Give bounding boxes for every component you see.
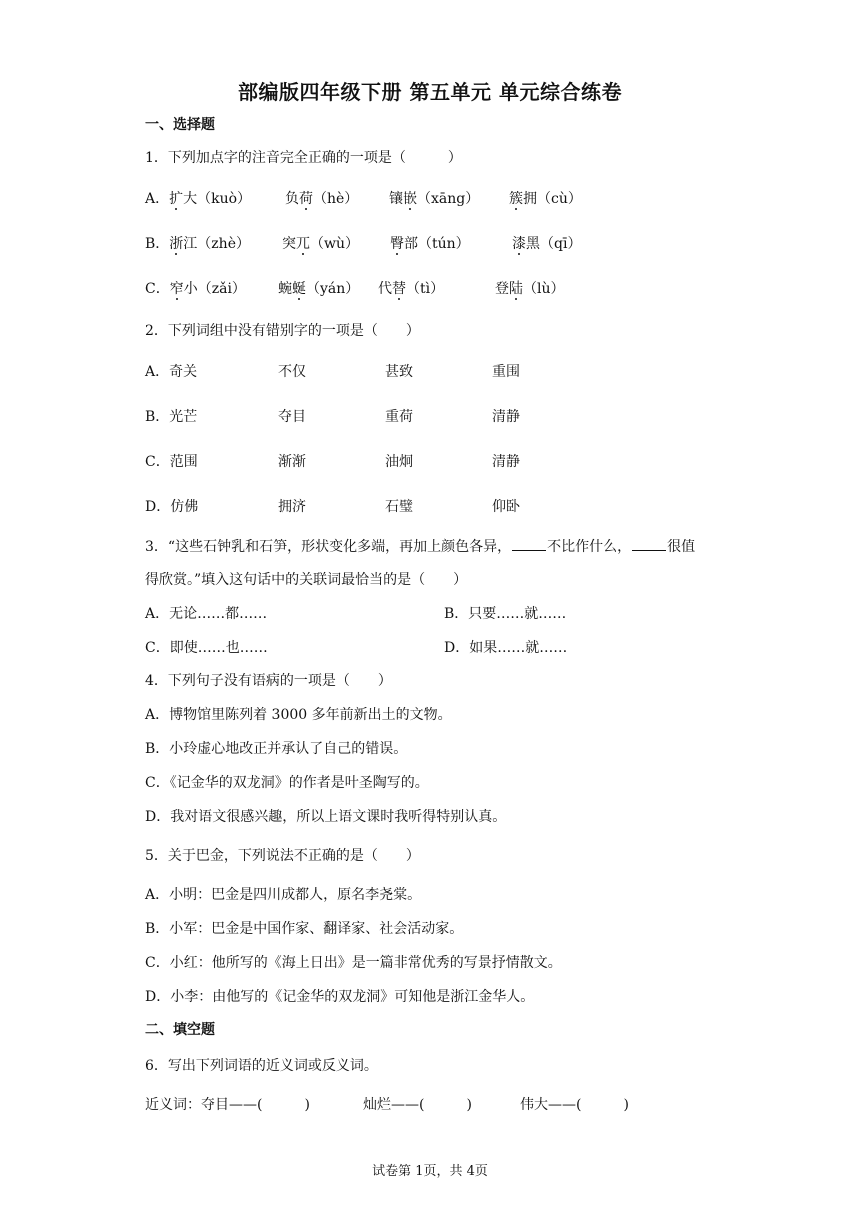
- exam-page: 部编版四年级下册 第五单元 单元综合练卷 一、选择题 1．下列加点字的注音完全正确的一项是（ ） A．扩大（kuò） 负荷（hè） 镶嵌（xāng） 簇拥（cù） B．浙江（zhè） 突兀（wù） 臀部（tún） 漆黑（qī） C．窄小（zǎi） 蜿蜒（yán） 代替（tì） 登陆（lù） 2．下列词组中没有错别字的一项是（ ） A．奇关 不仅 甚致 重围 B．光芒 夺目 重荷 清静 C．范围 渐渐 油炯 清静 D．仿佛 拥济 石璧 仰卧 3．“这些石钟乳和石笋，形状变化多端，再加上颜色各异， 不比作什么， 很值 得欣赏。”填入这句话中的关联词最恰当的是（ ） A．无论……都…… B．只要……就…… C．即使……也…… D．如果……就…… 4．下列句子没有语病的一项是（ ） A．博物馆里陈列着 3000 多年前新出土的文物。 B．小玲虚心地改正并承认了自己的错误。 C．《记金华的双龙洞》的作者是叶圣陶写的。 D．我对语文很感兴趣，所以上语文课时我听得特别认真。 5．关于巴金，下列说法不正确的是（ ） A．小明：巴金是四川成都人，原名李尧棠。 B．小军：巴金是中国作家、翻译家、社会活动家。 C．小红：他所写的《海上日出》是一篇非常优秀的写景抒情散文。 D．小李：由他写的《记金华的双龙洞》可知他是浙江金华人。 二、填空题 6．写出下列词语的近义词或反义词。 近义词：夺目——( ) 灿烂——( ) 伟大——( ) 试卷第 1页，共 4页: [0, 0, 860, 1216]
- question-3-stem-line1: 3．“这些石钟乳和石笋，形状变化多端，再加上颜色各异， 不比作什么， 很值: [145, 539, 696, 555]
- question-6-stem: 6．写出下列词语的近义词或反义词。: [145, 1058, 378, 1074]
- question-4-option-d: D．我对语文很感兴趣，所以上语文课时我听得特别认真。: [145, 809, 507, 825]
- synonym-item: 灿烂——( ): [363, 1097, 472, 1113]
- question-4-stem: 4．下列句子没有语病的一项是（ ）: [145, 673, 392, 689]
- question-3-stem-line2: 得欣赏。”填入这句话中的关联词最恰当的是（ ）: [145, 572, 468, 588]
- page-footer: 试卷第 1页，共 4页: [372, 1164, 488, 1179]
- fill-blank[interactable]: [512, 537, 546, 551]
- fill-blank[interactable]: [632, 537, 666, 551]
- question-4-option-c: C．《记金华的双龙洞》的作者是叶圣陶写的。: [145, 775, 429, 791]
- question-4-option-a: A．博物馆里陈列着 3000 多年前新出土的文物。: [145, 707, 452, 723]
- question-2-stem: 2．下列词组中没有错别字的一项是（ ）: [145, 323, 420, 339]
- section-heading-fill: 二、填空题: [145, 1022, 215, 1038]
- question-5-option-a: A．小明：巴金是四川成都人，原名李尧棠。: [145, 887, 422, 903]
- question-5-option-c: C．小红：他所写的《海上日出》是一篇非常优秀的写景抒情散文。: [145, 955, 562, 971]
- synonym-item: 近义词：夺目——( ): [145, 1097, 310, 1113]
- question-4-option-b: B．小玲虚心地改正并承认了自己的错误。: [145, 741, 408, 757]
- question-1-stem: 1．下列加点字的注音完全正确的一项是（ ）: [145, 150, 462, 166]
- section-heading-choice: 一、选择题: [145, 117, 215, 133]
- question-5-stem: 5．关于巴金，下列说法不正确的是（ ）: [145, 848, 420, 864]
- synonym-item: 伟大——( ): [520, 1097, 629, 1113]
- page-title: 部编版四年级下册 第五单元 单元综合练卷: [238, 80, 622, 104]
- question-5-option-b: B．小军：巴金是中国作家、翻译家、社会活动家。: [145, 921, 464, 937]
- question-5-option-d: D．小李：由他写的《记金华的双龙洞》可知他是浙江金华人。: [145, 989, 535, 1005]
